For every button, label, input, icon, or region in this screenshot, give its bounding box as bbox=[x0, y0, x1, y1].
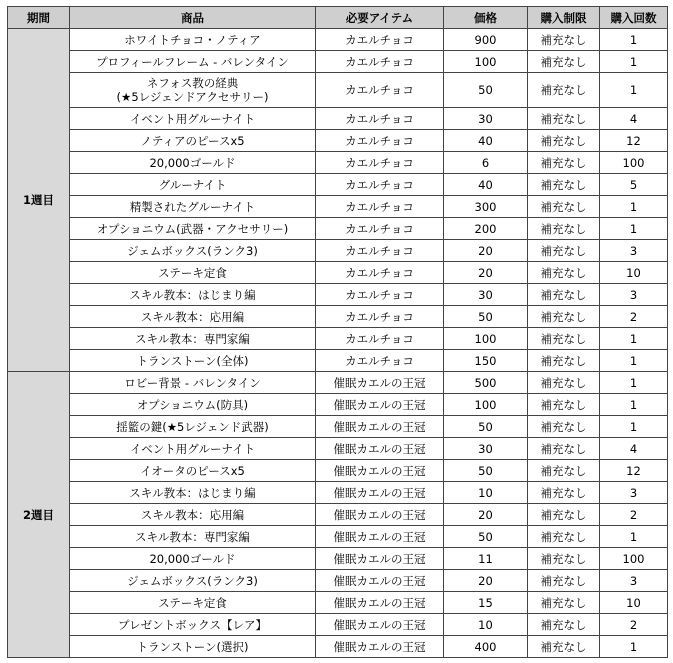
price-cell: 50 bbox=[444, 73, 528, 108]
header-price: 価格 bbox=[444, 7, 528, 29]
table-row bbox=[8, 262, 668, 284]
purchase-limit-cell: 補充なし bbox=[528, 592, 600, 614]
purchase-count-cell: 3 bbox=[600, 570, 668, 592]
item-name-cell: プロフィールフレーム - バレンタイン bbox=[70, 51, 316, 73]
header-purchase-count: 購入回数 bbox=[600, 7, 668, 29]
table-row bbox=[8, 570, 668, 592]
required-item-cell: カエルチョコ bbox=[316, 152, 444, 174]
table-row bbox=[8, 108, 668, 130]
item-name-cell: ステーキ定食 bbox=[70, 262, 316, 284]
table-row bbox=[8, 306, 668, 328]
price-cell: 50 bbox=[444, 460, 528, 482]
price-cell: 900 bbox=[444, 29, 528, 51]
price-cell: 300 bbox=[444, 196, 528, 218]
purchase-limit-cell: 補充なし bbox=[528, 262, 600, 284]
price-cell: 30 bbox=[444, 284, 528, 306]
price-cell: 10 bbox=[444, 482, 528, 504]
purchase-count-cell: 10 bbox=[600, 262, 668, 284]
purchase-count-cell: 1 bbox=[600, 51, 668, 73]
required-item-cell: 催眠カエルの王冠 bbox=[316, 460, 444, 482]
required-item-cell: カエルチョコ bbox=[316, 108, 444, 130]
required-item-cell: 催眠カエルの王冠 bbox=[316, 416, 444, 438]
required-item-cell: 催眠カエルの王冠 bbox=[316, 482, 444, 504]
required-item-cell: カエルチョコ bbox=[316, 29, 444, 51]
table-row bbox=[8, 73, 668, 108]
item-name-cell: イベント用グルーナイト bbox=[70, 438, 316, 460]
item-name-cell: スキル教本：応用編 bbox=[70, 504, 316, 526]
required-item-cell: カエルチョコ bbox=[316, 262, 444, 284]
purchase-limit-cell: 補充なし bbox=[528, 394, 600, 416]
table-row bbox=[8, 196, 668, 218]
purchase-limit-cell: 補充なし bbox=[528, 438, 600, 460]
item-name-cell: スキル教本：専門家編 bbox=[70, 526, 316, 548]
item-name-cell: ホワイトチョコ・ノティア bbox=[70, 29, 316, 51]
purchase-limit-cell: 補充なし bbox=[528, 614, 600, 636]
item-name-cell: スキル教本：専門家編 bbox=[70, 328, 316, 350]
purchase-count-cell: 1 bbox=[600, 372, 668, 394]
purchase-limit-cell: 補充なし bbox=[528, 460, 600, 482]
price-cell: 10 bbox=[444, 614, 528, 636]
item-name-cell: スキル教本：応用編 bbox=[70, 306, 316, 328]
purchase-limit-cell: 補充なし bbox=[528, 350, 600, 372]
price-cell: 11 bbox=[444, 548, 528, 570]
required-item-cell: 催眠カエルの王冠 bbox=[316, 614, 444, 636]
item-name-cell: スキル教本：はじまり編 bbox=[70, 482, 316, 504]
purchase-limit-cell: 補充なし bbox=[528, 130, 600, 152]
price-cell: 20 bbox=[444, 504, 528, 526]
table-row bbox=[8, 328, 668, 350]
purchase-count-cell: 4 bbox=[600, 108, 668, 130]
purchase-count-cell: 1 bbox=[600, 218, 668, 240]
item-name-cell: ロビー背景 - バレンタイン bbox=[70, 372, 316, 394]
purchase-limit-cell: 補充なし bbox=[528, 284, 600, 306]
item-name-cell: プレゼントボックス【レア】 bbox=[70, 614, 316, 636]
item-name-cell: 20,000ゴールド bbox=[70, 548, 316, 570]
required-item-cell: 催眠カエルの王冠 bbox=[316, 372, 444, 394]
purchase-limit-cell: 補充なし bbox=[528, 526, 600, 548]
price-cell: 30 bbox=[444, 108, 528, 130]
item-name-cell: ジェムボックス(ランク3) bbox=[70, 570, 316, 592]
period-cell: 2週目 bbox=[8, 372, 70, 658]
purchase-limit-cell: 補充なし bbox=[528, 328, 600, 350]
table-row bbox=[8, 350, 668, 372]
item-name-cell: トランストーン(全体) bbox=[70, 350, 316, 372]
purchase-count-cell: 1 bbox=[600, 73, 668, 108]
price-cell: 30 bbox=[444, 438, 528, 460]
table-row bbox=[8, 526, 668, 548]
header-item: 商品 bbox=[70, 7, 316, 29]
purchase-limit-cell: 補充なし bbox=[528, 548, 600, 570]
table-row bbox=[8, 438, 668, 460]
header-row bbox=[8, 7, 668, 29]
required-item-cell: カエルチョコ bbox=[316, 51, 444, 73]
purchase-count-cell: 1 bbox=[600, 350, 668, 372]
purchase-count-cell: 4 bbox=[600, 438, 668, 460]
purchase-count-cell: 12 bbox=[600, 130, 668, 152]
purchase-count-cell: 1 bbox=[600, 196, 668, 218]
price-cell: 400 bbox=[444, 636, 528, 658]
price-cell: 100 bbox=[444, 394, 528, 416]
table-row bbox=[8, 218, 668, 240]
purchase-limit-cell: 補充なし bbox=[528, 196, 600, 218]
item-name-cell: オプショニウム(防具) bbox=[70, 394, 316, 416]
purchase-count-cell: 1 bbox=[600, 526, 668, 548]
required-item-cell: カエルチョコ bbox=[316, 174, 444, 196]
required-item-cell: カエルチョコ bbox=[316, 73, 444, 108]
item-name-cell: 精製されたグルーナイト bbox=[70, 196, 316, 218]
table-row bbox=[8, 416, 668, 438]
table-row bbox=[8, 174, 668, 196]
required-item-cell: カエルチョコ bbox=[316, 284, 444, 306]
table-row bbox=[8, 504, 668, 526]
purchase-limit-cell: 補充なし bbox=[528, 174, 600, 196]
table-row bbox=[8, 592, 668, 614]
price-cell: 15 bbox=[444, 592, 528, 614]
header-required-item: 必要アイテム bbox=[316, 7, 444, 29]
price-cell: 150 bbox=[444, 350, 528, 372]
required-item-cell: 催眠カエルの王冠 bbox=[316, 636, 444, 658]
purchase-limit-cell: 補充なし bbox=[528, 372, 600, 394]
table-row bbox=[8, 372, 668, 394]
required-item-cell: カエルチョコ bbox=[316, 306, 444, 328]
item-name-cell: イオータのピースx5 bbox=[70, 460, 316, 482]
item-name-cell: オプショニウム(武器・アクセサリー) bbox=[70, 218, 316, 240]
purchase-count-cell: 2 bbox=[600, 614, 668, 636]
required-item-cell: カエルチョコ bbox=[316, 196, 444, 218]
table-row bbox=[8, 636, 668, 658]
purchase-limit-cell: 補充なし bbox=[528, 29, 600, 51]
purchase-count-cell: 3 bbox=[600, 240, 668, 262]
table-row bbox=[8, 51, 668, 73]
price-cell: 200 bbox=[444, 218, 528, 240]
purchase-count-cell: 2 bbox=[600, 306, 668, 328]
purchase-count-cell: 3 bbox=[600, 482, 668, 504]
item-name-cell: ネフォス教の経典 (★5レジェンドアクセサリー) bbox=[70, 73, 316, 108]
shop-table bbox=[7, 6, 668, 658]
required-item-cell: カエルチョコ bbox=[316, 328, 444, 350]
required-item-cell: カエルチョコ bbox=[316, 350, 444, 372]
required-item-cell: カエルチョコ bbox=[316, 130, 444, 152]
table-row bbox=[8, 284, 668, 306]
required-item-cell: カエルチョコ bbox=[316, 240, 444, 262]
purchase-limit-cell: 補充なし bbox=[528, 636, 600, 658]
table-row bbox=[8, 614, 668, 636]
purchase-count-cell: 2 bbox=[600, 504, 668, 526]
required-item-cell: 催眠カエルの王冠 bbox=[316, 526, 444, 548]
table-row bbox=[8, 130, 668, 152]
required-item-cell: カエルチョコ bbox=[316, 218, 444, 240]
table-row bbox=[8, 152, 668, 174]
required-item-cell: 催眠カエルの王冠 bbox=[316, 570, 444, 592]
item-name-cell: ノティアのピースx5 bbox=[70, 130, 316, 152]
required-item-cell: 催眠カエルの王冠 bbox=[316, 548, 444, 570]
item-name-cell: トランストーン(選択) bbox=[70, 636, 316, 658]
purchase-count-cell: 10 bbox=[600, 592, 668, 614]
price-cell: 40 bbox=[444, 174, 528, 196]
required-item-cell: 催眠カエルの王冠 bbox=[316, 394, 444, 416]
purchase-count-cell: 1 bbox=[600, 394, 668, 416]
purchase-limit-cell: 補充なし bbox=[528, 218, 600, 240]
purchase-count-cell: 1 bbox=[600, 416, 668, 438]
table-row bbox=[8, 460, 668, 482]
period-cell: 1週目 bbox=[8, 29, 70, 372]
price-cell: 20 bbox=[444, 262, 528, 284]
price-cell: 100 bbox=[444, 328, 528, 350]
price-cell: 50 bbox=[444, 306, 528, 328]
item-name-cell: 揺籃の鍵(★5レジェンド武器) bbox=[70, 416, 316, 438]
purchase-count-cell: 1 bbox=[600, 328, 668, 350]
price-cell: 6 bbox=[444, 152, 528, 174]
purchase-count-cell: 1 bbox=[600, 636, 668, 658]
price-cell: 20 bbox=[444, 240, 528, 262]
item-name-cell: 20,000ゴールド bbox=[70, 152, 316, 174]
table-row bbox=[8, 394, 668, 416]
price-cell: 500 bbox=[444, 372, 528, 394]
required-item-cell: 催眠カエルの王冠 bbox=[316, 438, 444, 460]
price-cell: 100 bbox=[444, 51, 528, 73]
price-cell: 40 bbox=[444, 130, 528, 152]
price-cell: 20 bbox=[444, 570, 528, 592]
item-name-cell: イベント用グルーナイト bbox=[70, 108, 316, 130]
required-item-cell: 催眠カエルの王冠 bbox=[316, 504, 444, 526]
price-cell: 50 bbox=[444, 416, 528, 438]
table-body bbox=[8, 29, 668, 658]
item-name-cell: スキル教本：はじまり編 bbox=[70, 284, 316, 306]
purchase-count-cell: 5 bbox=[600, 174, 668, 196]
purchase-limit-cell: 補充なし bbox=[528, 416, 600, 438]
purchase-limit-cell: 補充なし bbox=[528, 240, 600, 262]
purchase-count-cell: 3 bbox=[600, 284, 668, 306]
table-row bbox=[8, 240, 668, 262]
purchase-limit-cell: 補充なし bbox=[528, 504, 600, 526]
required-item-cell: 催眠カエルの王冠 bbox=[316, 592, 444, 614]
price-cell: 50 bbox=[444, 526, 528, 548]
purchase-count-cell: 100 bbox=[600, 548, 668, 570]
table-row bbox=[8, 548, 668, 570]
purchase-count-cell: 100 bbox=[600, 152, 668, 174]
table-row bbox=[8, 29, 668, 51]
purchase-count-cell: 1 bbox=[600, 29, 668, 51]
purchase-count-cell: 12 bbox=[600, 460, 668, 482]
purchase-limit-cell: 補充なし bbox=[528, 152, 600, 174]
item-name-cell: グルーナイト bbox=[70, 174, 316, 196]
item-name-cell: ステーキ定食 bbox=[70, 592, 316, 614]
purchase-limit-cell: 補充なし bbox=[528, 108, 600, 130]
purchase-limit-cell: 補充なし bbox=[528, 482, 600, 504]
purchase-limit-cell: 補充なし bbox=[528, 73, 600, 108]
purchase-limit-cell: 補充なし bbox=[528, 51, 600, 73]
header-period: 期間 bbox=[8, 7, 70, 29]
table-row bbox=[8, 482, 668, 504]
item-name-cell: ジェムボックス(ランク3) bbox=[70, 240, 316, 262]
purchase-limit-cell: 補充なし bbox=[528, 306, 600, 328]
header-purchase-limit: 購入制限 bbox=[528, 7, 600, 29]
purchase-limit-cell: 補充なし bbox=[528, 570, 600, 592]
